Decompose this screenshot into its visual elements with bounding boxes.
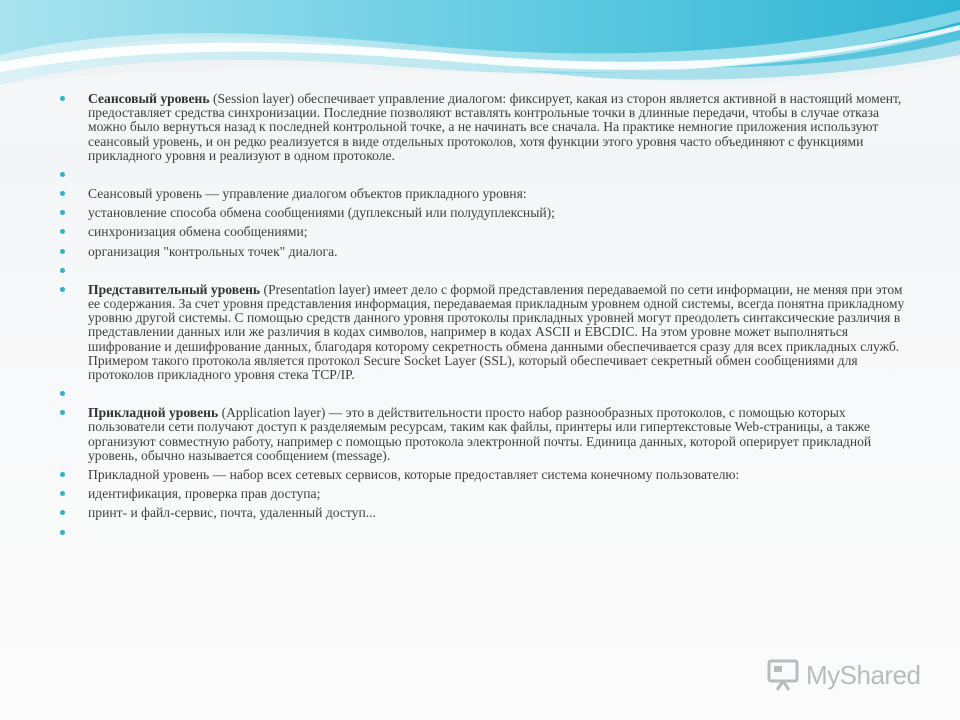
bullet-item [56, 168, 916, 182]
bullet-dot-icon [60, 172, 65, 177]
bullet-dot-icon [60, 96, 65, 101]
myshared-watermark [766, 655, 921, 695]
bullet-term: Сеансовый уровень [88, 91, 210, 106]
bullet-dot-icon [60, 268, 65, 273]
bullet-dot-icon [60, 191, 65, 196]
bullet-text: (Application layer) — это в действительности просто набор разнообразных протоколов, с помощью которых пользователи сети получают доступ к разделяемым ресурсам, таким как файлы, принтеры или гипертекстовые Web-страницы, а также организуют совместную работу, например с помощью протокола электронной почты. Единица данных, которой оперирует прикладной уровень, обычно называется сообщением (message). [88, 405, 872, 463]
bullet-list [56, 92, 916, 540]
bullet-item [56, 468, 916, 482]
bullet-dot-icon [60, 287, 65, 292]
bullet-term: Представительный уровень [88, 281, 261, 297]
bullet-item [56, 187, 916, 201]
bullet-item [56, 245, 916, 259]
bullet-item [56, 487, 916, 501]
bullet-item [56, 225, 916, 239]
bullet-text: (Presentation layer) имеет дело с формой представления передаваемой по сети информации, не меняя при этом ее содержания. За счет уровня представления информация, передаваемая прикладным уровнем одной системы, всегда понятна прикладному уровню другой системы. С помощью средств данного уровня протоколы прикладных уровней могут преодолеть синтаксические различия в представлении данных или же различия в кодах символов, например в кодах ASCII и EBCDIC. На этом уровне может выполняться шифрование и дешифрование данных, благодаря которому секретность обмена данными обеспечивается сразу для всех прикладных служб. Примером такого протокола является протокол Secure Socket Layer (SSL), который обеспечивает секретный обмен сообщениями для протоколов прикладного уровня стека TCP/IP. [88, 281, 905, 383]
bullet-dot-icon [60, 210, 65, 215]
bullet-text: организация "контрольных точек" диалога. [88, 243, 338, 259]
bullet-item [56, 283, 916, 382]
bullet-text: Сеансовый уровень — управление диалогом объектов прикладного уровня: [88, 186, 527, 202]
bullet-text: принт- и файл-сервис, почта, удаленный доступ... [88, 505, 376, 521]
bullet-text: установление способа обмена сообщениями (дуплексный или полудуплексный); [88, 205, 555, 221]
bullet-item [56, 526, 916, 540]
bullet-dot-icon [60, 410, 65, 415]
bullet-dot-icon [60, 510, 65, 515]
presentation-board-icon [766, 658, 800, 692]
bullet-text: идентификация, проверка прав доступа; [88, 486, 321, 502]
bullet-item [56, 92, 916, 163]
bullet-text: (Session layer) обеспечивает управление диалогом: фиксирует, какая из сторон является активной в настоящий момент, предоставляет средства синхронизации. Последние позволяют вставлять контрольные точки в длинные передачи, чтобы в случае отказа можно было вернуться назад к последней контрольной точке, а не начинать все сначала. На практике немногие приложения используют сеансовый уровень, и он редко реализуется в виде отдельных протоколов, хотя функции этого уровня часто объединяют с функциями прикладного уровня и реализуют в одном протоколе. [88, 91, 902, 163]
bullet-dot-icon [60, 249, 65, 254]
bullet-item [56, 264, 916, 278]
bullet-dot-icon [60, 472, 65, 477]
bullet-text: синхронизация обмена сообщениями; [88, 224, 308, 240]
bullet-dot-icon [60, 229, 65, 234]
bullet-item [56, 406, 916, 463]
bullet-dot-icon [60, 530, 65, 535]
watermark-text: MyShared [806, 659, 921, 690]
bullet-dot-icon [60, 391, 65, 396]
bullet-item [56, 206, 916, 220]
bullet-item [56, 387, 916, 401]
bullet-item [56, 506, 916, 520]
bullet-dot-icon [60, 491, 65, 496]
bullet-term: Прикладной уровень [88, 405, 219, 421]
bullet-text: Прикладной уровень — набор всех сетевых сервисов, которые предоставляет система конечному пользователю: [88, 467, 740, 483]
slide-content [56, 92, 916, 545]
